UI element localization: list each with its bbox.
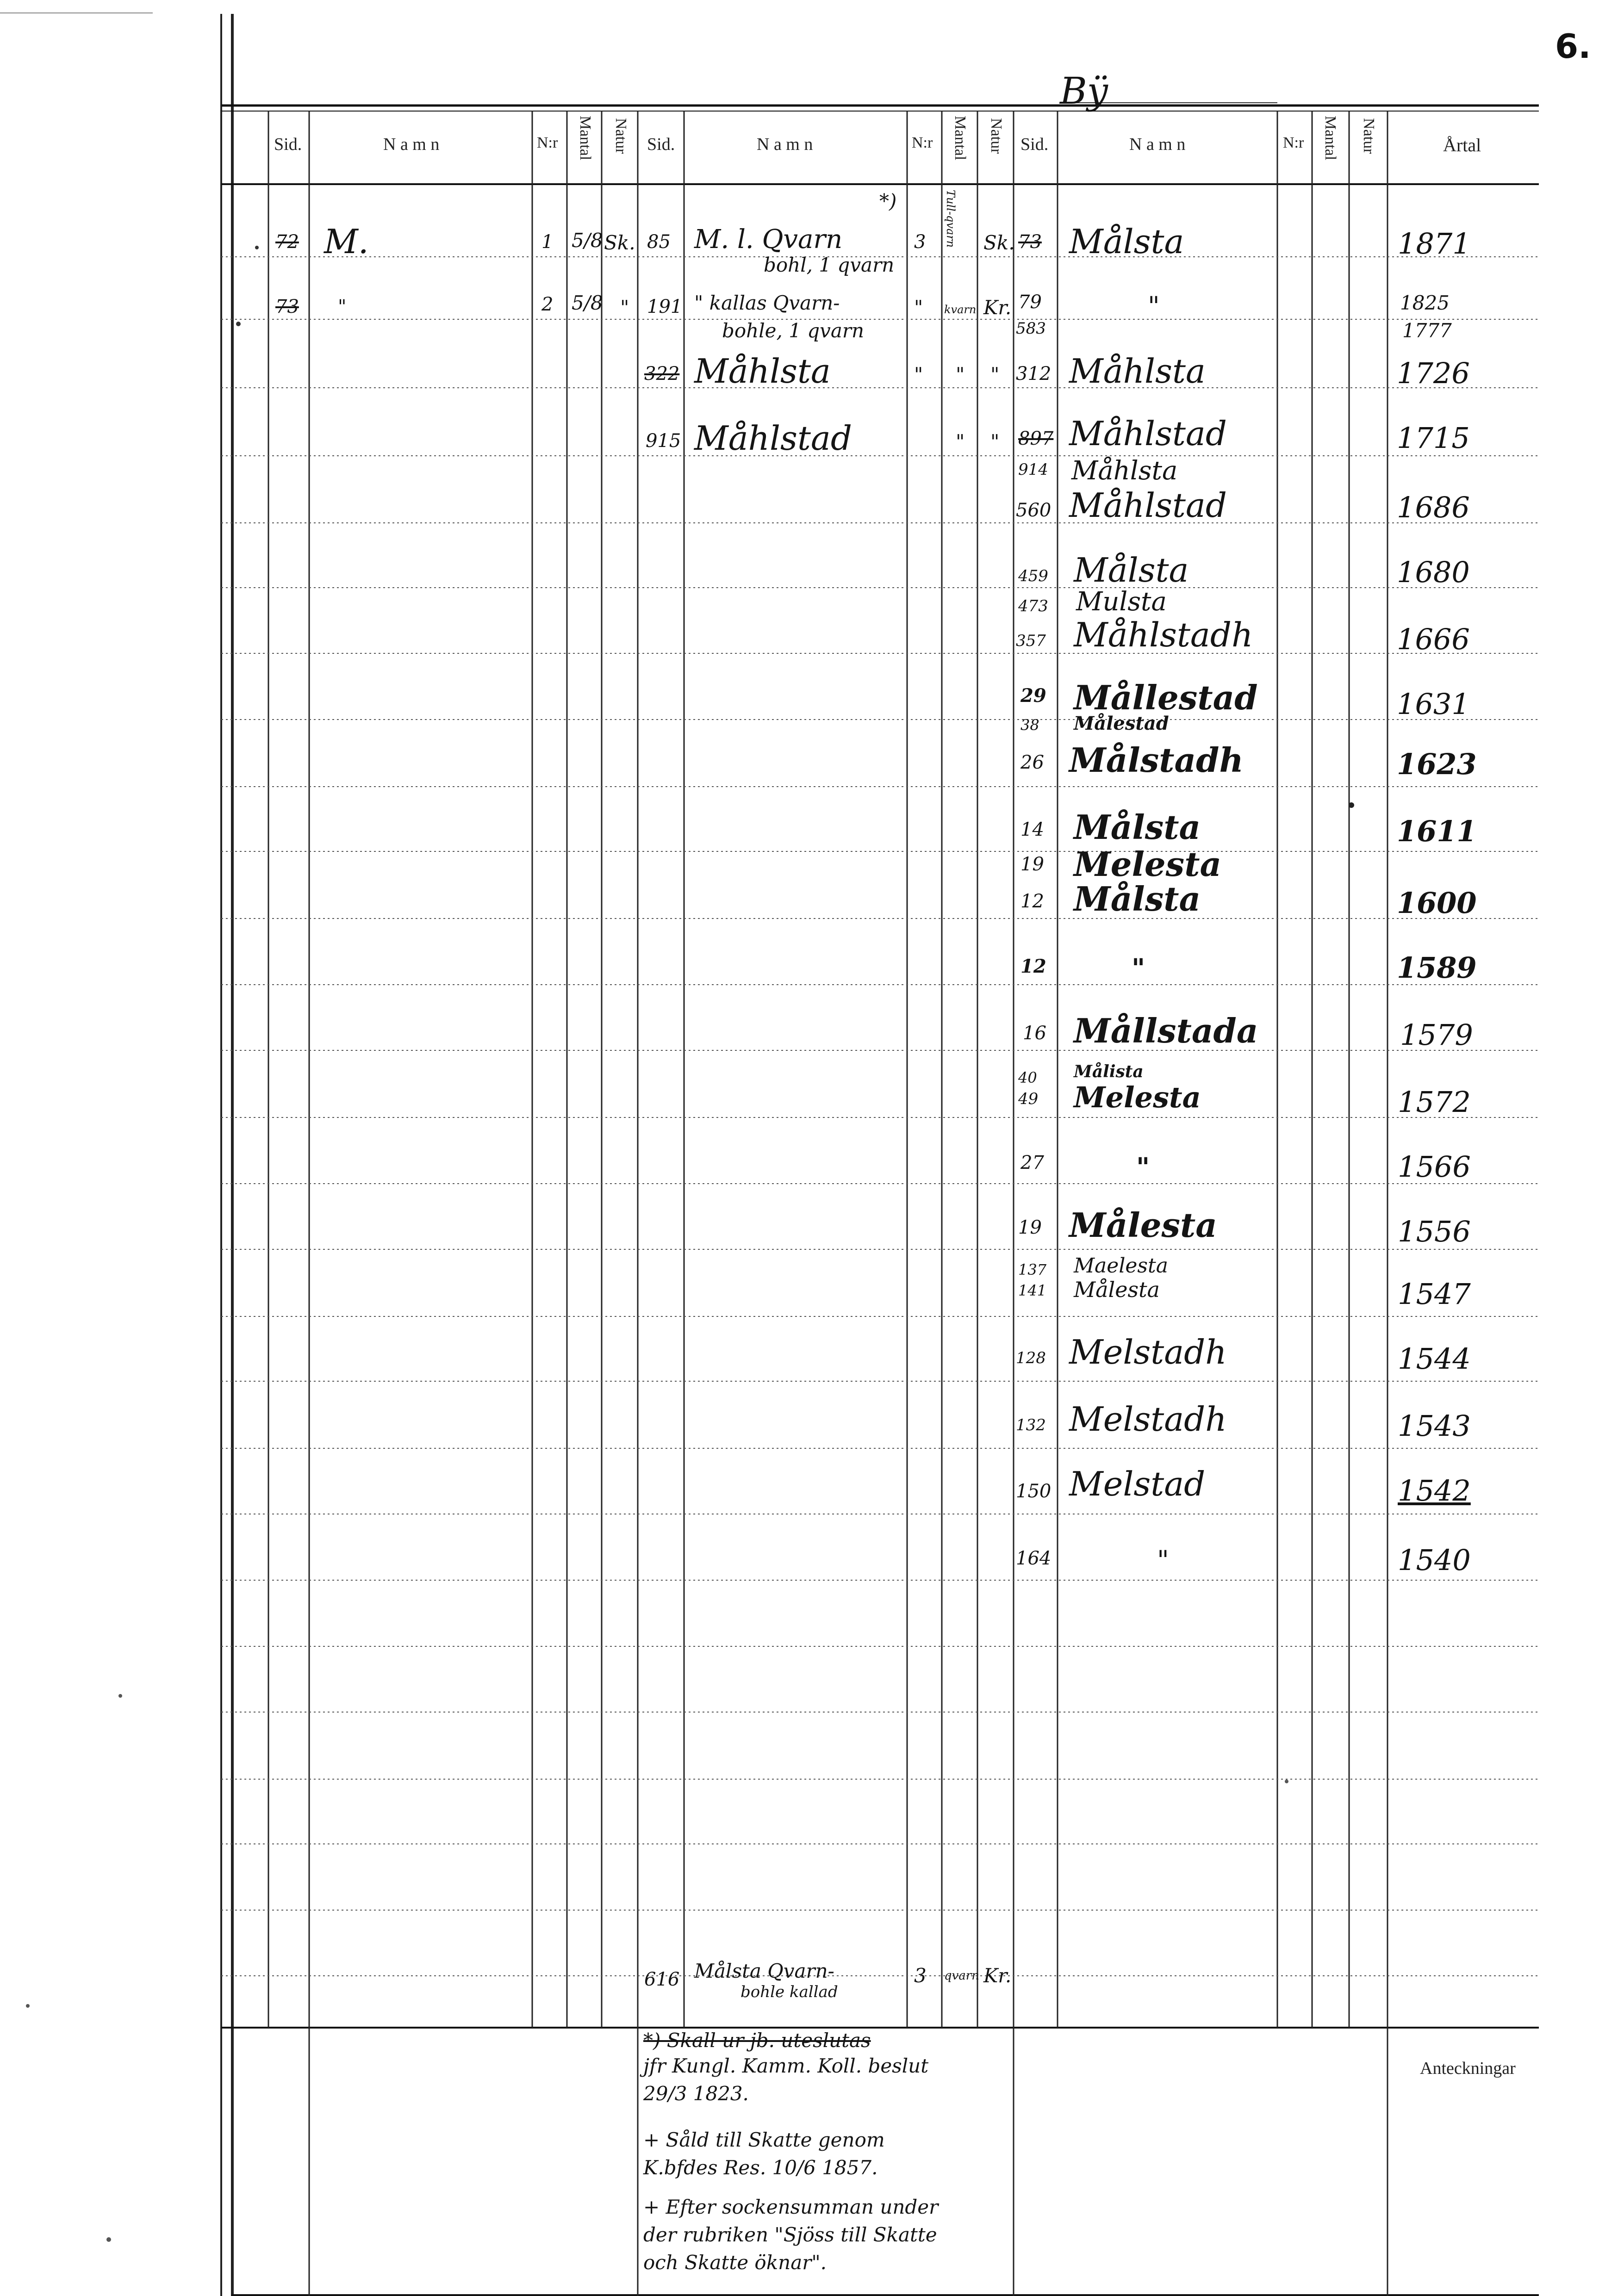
group3-year: 1540 [1398, 1543, 1471, 1577]
group3-namn: Målsta [1069, 222, 1184, 261]
group2-mantal: " [956, 430, 965, 453]
group3-namn: " [1157, 1545, 1169, 1576]
group3-year: 1589 [1397, 951, 1477, 985]
group3-year: 1600 [1397, 886, 1477, 920]
group3-sid: 141 [1018, 1282, 1047, 1299]
group3-sid: 312 [1016, 363, 1052, 385]
group1-namn: M. [324, 222, 369, 261]
group2-nr: " [914, 296, 923, 319]
group3-year: 1556 [1398, 1215, 1471, 1248]
footnote-line: + Efter sockensumman under [643, 2196, 939, 2218]
group1-nr: 2 [541, 294, 554, 315]
heading-label: Bÿ [1060, 69, 1108, 112]
group3-year: 1542 [1398, 1474, 1471, 1508]
group3-year: 1544 [1398, 1342, 1471, 1376]
group3-namn: Måhlstad [1069, 486, 1227, 525]
col-sid-2: Sid. [647, 135, 675, 154]
col-namn-2: N a m n [757, 135, 813, 154]
group2-sid: 915 [646, 430, 681, 452]
group3-year: 1825 [1400, 292, 1450, 314]
group3-sid: 473 [1018, 597, 1048, 615]
notes-label: Anteckningar [1420, 2059, 1516, 2078]
group3-namn: Melstadh [1069, 1333, 1227, 1371]
group3-year: 1579 [1400, 1018, 1473, 1052]
footnote-line: der rubriken "Sjöss till Skatte [643, 2223, 937, 2246]
group3-sid: 164 [1016, 1548, 1052, 1569]
group3-sid: 12 [1020, 891, 1044, 912]
group3-namn: Mulsta [1076, 587, 1167, 617]
group3-sid: 49 [1018, 1090, 1039, 1108]
group2-namn: M. l. Qvarn [694, 224, 843, 254]
group1-natur: " [620, 296, 629, 319]
footnote-line: K.bfdes Res. 10/6 1857. [643, 2156, 878, 2179]
group2-mantal: Tull-qvarn [944, 190, 957, 248]
group3-year: 1871 [1398, 227, 1471, 261]
group3-year: 1777 [1402, 319, 1452, 342]
group3-namn: Melesta [1074, 844, 1222, 884]
group3-sid: 19 [1018, 1217, 1042, 1238]
group2-mantal: qvarn [944, 1969, 980, 1983]
col-artal: Årtal [1443, 135, 1481, 155]
group2-natur: " [990, 363, 1000, 386]
group3-year: 1547 [1398, 1277, 1471, 1311]
group3-year: 1686 [1397, 490, 1470, 524]
footnote-line: + Såld till Skatte genom [643, 2128, 885, 2151]
group3-namn: Mållstada [1074, 1011, 1258, 1050]
group2-natur: Kr. [983, 1964, 1012, 1987]
group3-year: 1566 [1398, 1150, 1471, 1184]
group3-namn: Målestad [1074, 713, 1169, 734]
footnote-line: *) Skall ur jb. uteslutas [643, 2029, 871, 2052]
footnote-line: och Skatte öknar". [643, 2251, 827, 2274]
group2-sid: 322 [644, 363, 680, 385]
group3-namn: Målista [1074, 1062, 1144, 1081]
group3-sid: 14 [1020, 819, 1044, 840]
col-nr-3: N:r [1283, 134, 1304, 151]
group3-sid: 459 [1018, 567, 1048, 585]
group3-namn: Melstadh [1069, 1400, 1227, 1439]
group3-sid: 357 [1016, 632, 1046, 650]
group3-sid: 79 [1018, 292, 1042, 313]
group3-namn: Målsta [1074, 807, 1201, 847]
group3-sid: 897 [1018, 428, 1054, 449]
group3-namn: Melesta [1074, 1080, 1201, 1114]
group3-namn: Måhlstad [1069, 414, 1227, 453]
group3-sid: 16 [1023, 1023, 1046, 1044]
group3-sid: 73 [1018, 231, 1042, 253]
group3-sid: 137 [1018, 1261, 1047, 1278]
group2-nr: " [914, 363, 923, 386]
col-natur-3: Natur [1360, 118, 1377, 154]
group2-natur: Kr. [983, 296, 1012, 319]
group3-sid: 560 [1016, 500, 1052, 521]
group3-sid: 583 [1016, 319, 1046, 338]
group3-year: 1631 [1397, 687, 1470, 721]
group3-sid: 150 [1016, 1481, 1052, 1502]
group3-year: 1611 [1397, 814, 1477, 848]
group2-namn-line2: bohl, 1 qvarn [764, 254, 895, 276]
group3-namn: Målstadh [1069, 740, 1244, 780]
group2-nr: 3 [914, 231, 926, 253]
group1-mantal: 5/8 [572, 229, 603, 252]
col-nr-1: N:r [537, 134, 558, 151]
group3-namn: Måhlsta [1069, 352, 1206, 391]
group2-namn-line2: bohle kallad [740, 1983, 838, 2001]
col-nr-2: N:r [912, 134, 933, 151]
group3-namn: Maelesta [1074, 1254, 1168, 1278]
group2-nr: 3 [914, 1964, 927, 1987]
group3-year: 1726 [1397, 356, 1470, 390]
footnote-line: 29/3 1823. [643, 2082, 749, 2105]
group1-sid: 72 [275, 231, 299, 253]
group3-sid: 19 [1020, 854, 1044, 875]
col-mantal-2: Mantal [952, 116, 969, 161]
group1-natur: Sk. [604, 231, 635, 254]
group1-nr: 1 [541, 231, 554, 253]
group3-namn: Målsta [1074, 551, 1189, 590]
col-sid-3: Sid. [1020, 135, 1049, 154]
footnote-line: jfr Kungl. Kamm. Koll. beslut [643, 2054, 929, 2077]
group2-mantal: kvarn [944, 303, 977, 316]
group3-year: 1572 [1398, 1085, 1471, 1119]
col-mantal-1: Mantal [577, 116, 594, 161]
group3-namn: Målesta [1069, 1205, 1217, 1245]
group3-namn: " [1132, 953, 1145, 984]
footnote-marker: *) [879, 190, 897, 212]
group3-sid: 40 [1018, 1069, 1037, 1086]
col-namn-3: N a m n [1129, 135, 1186, 154]
group3-sid: 132 [1016, 1416, 1046, 1434]
group3-sid: 26 [1020, 752, 1044, 773]
group1-sid: 73 [275, 296, 299, 317]
group1-namn: " [338, 296, 347, 317]
col-mantal-3: Mantal [1322, 116, 1339, 161]
group2-namn-line2: bohle, 1 qvarn [722, 319, 865, 342]
group3-namn: Måhlstadh [1074, 615, 1253, 654]
group3-namn: " [1136, 1152, 1150, 1183]
group2-natur: " [990, 430, 1000, 453]
group3-sid: 27 [1020, 1152, 1044, 1173]
group1-mantal: 5/8 [572, 292, 603, 314]
group2-mantal: " [956, 363, 965, 386]
group3-namn: Målesta [1074, 1277, 1160, 1302]
col-sid-1: Sid. [274, 135, 302, 154]
col-natur-2: Natur [988, 118, 1005, 154]
group3-namn: Målsta [1074, 879, 1201, 918]
col-namn-1: N a m n [383, 135, 440, 154]
group3-sid: 128 [1016, 1349, 1046, 1367]
group3-sid: 38 [1020, 716, 1039, 734]
group3-sid: 29 [1020, 685, 1046, 707]
group2-sid: 191 [647, 296, 683, 317]
group3-year: 1543 [1398, 1409, 1471, 1443]
group3-namn: Måhlsta [1071, 456, 1178, 486]
group2-namn: Måhlstad [694, 419, 852, 458]
col-natur-1: Natur [612, 118, 629, 154]
page-number: 6. [1555, 27, 1591, 66]
group3-year: 1715 [1397, 421, 1470, 455]
group3-namn: Melstad [1069, 1464, 1206, 1503]
group3-year: 1623 [1397, 747, 1477, 781]
group3-year: 1666 [1397, 622, 1470, 656]
group3-year: 1680 [1397, 555, 1470, 589]
group2-sid: 85 [647, 231, 671, 253]
group3-namn: Mållestad [1074, 678, 1258, 717]
group2-natur: Sk. [983, 231, 1015, 254]
group2-namn: Målsta Qvarn- [694, 1960, 834, 1982]
group3-namn: " [1148, 292, 1160, 322]
group3-sid: 914 [1018, 460, 1048, 479]
group3-sid: 12 [1020, 956, 1046, 977]
group2-sid: 616 [644, 1969, 680, 1990]
group2-namn: Måhlsta [694, 352, 831, 391]
group2-namn: " kallas Qvarn- [694, 292, 840, 314]
